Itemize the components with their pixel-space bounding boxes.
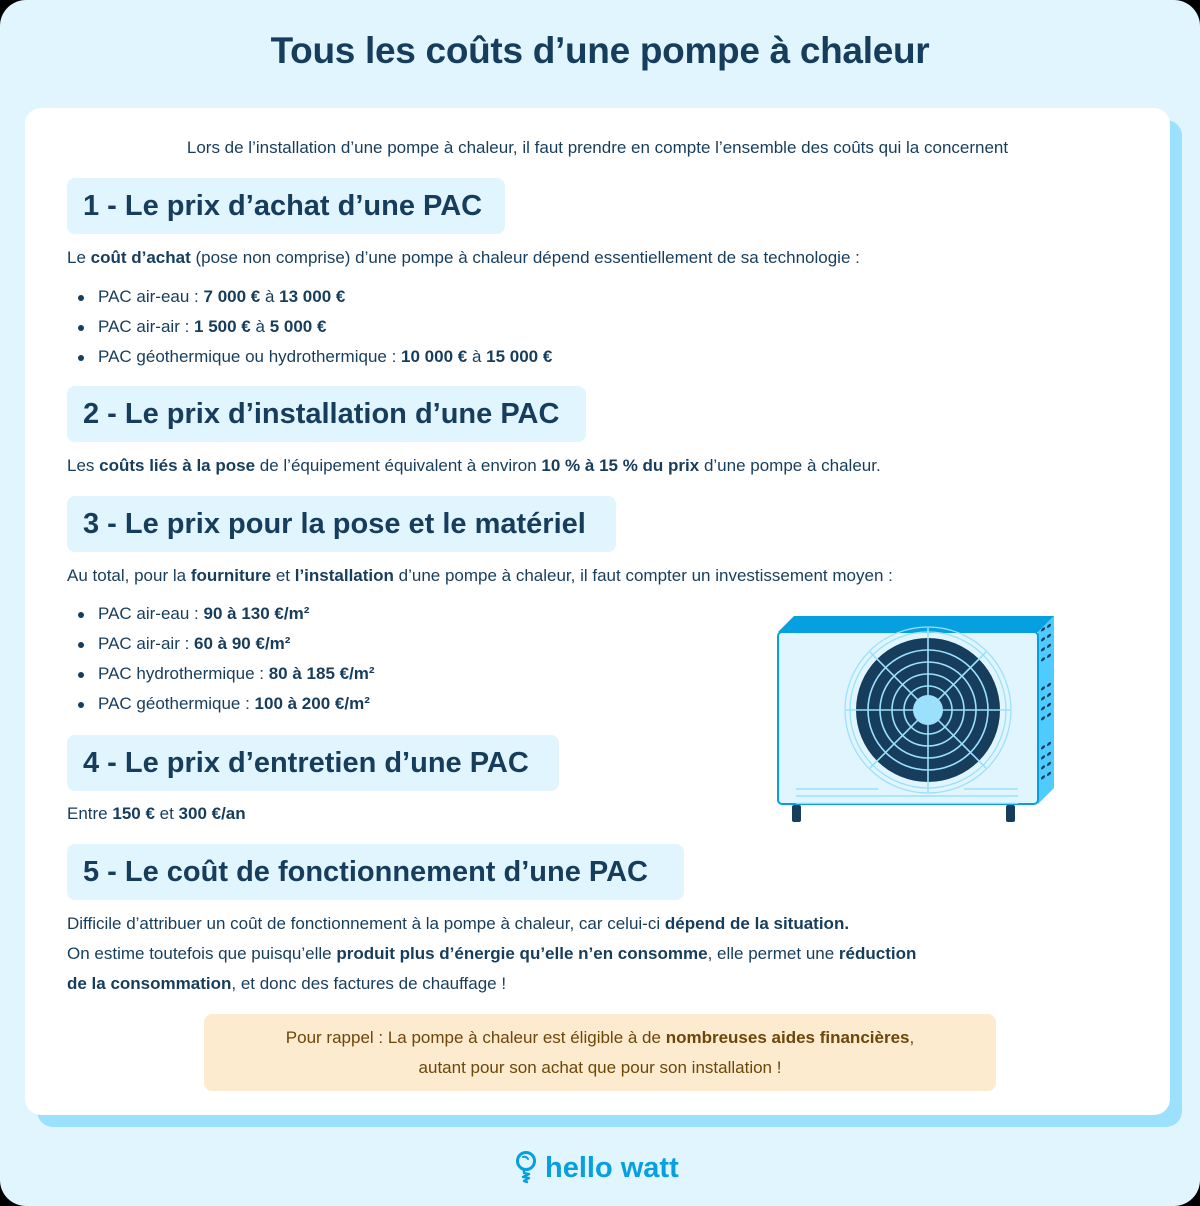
list-item: PAC géothermique ou hydrothermique : 10 000 € à 15 000 €: [67, 342, 552, 372]
section-3-heading: 3 - Le prix pour la pose et le matériel: [67, 496, 616, 552]
lightbulb-icon: [515, 1151, 537, 1185]
page-title: Tous les coûts d’une pompe à chaleur: [270, 30, 930, 71]
section-5-line-2: On estime toutefois que puisqu’elle produit plus d’énergie qu’elle n’en consomme, elle permet une réduction: [67, 944, 917, 963]
section-2-heading: 2 - Le prix d’installation d’une PAC: [67, 386, 586, 442]
logo-text: hello watt: [545, 1151, 679, 1184]
section-1-paragraph: Le coût d’achat (pose non comprise) d’une pompe à chaleur dépend essentiellement de sa technologie :: [67, 248, 860, 267]
section-3-list: [67, 599, 375, 719]
list-item: PAC hydrothermique : 80 à 185 €/m²: [67, 659, 375, 689]
callout-line-1: Pour rappel : La pompe à chaleur est éligible à de nombreuses aides financières,: [285, 1028, 915, 1047]
reminder-callout: [204, 1014, 996, 1091]
section-1-heading: 1 - Le prix d’achat d’une PAC: [67, 178, 505, 234]
list-item: PAC air-eau : 7 000 € à 13 000 €: [67, 282, 552, 312]
list-item: PAC géothermique : 100 à 200 €/m²: [67, 689, 375, 719]
list-item: PAC air-air : 1 500 € à 5 000 €: [67, 312, 552, 342]
hello-watt-logo[interactable]: [515, 1148, 679, 1188]
list-item: PAC air-eau : 90 à 130 €/m²: [67, 599, 375, 629]
section-2-paragraph: Les coûts liés à la pose de l’équipement équivalent à environ 10 % à 15 % du prix d’une pompe à chaleur.: [67, 456, 881, 475]
section-4-heading: 4 - Le prix d’entretien d’une PAC: [67, 735, 559, 791]
section-1-list: [67, 282, 552, 372]
section-5-line-1: Difficile d’attribuer un coût de fonctionnement à la pompe à chaleur, car celui-ci dépend de la situation.: [67, 914, 850, 933]
section-4-paragraph: Entre 150 € et 300 €/an: [67, 804, 246, 823]
intro-text: Lors de l’installation d’une pompe à chaleur, il faut prendre en compte l’ensemble des coûts qui la concernent: [186, 138, 1009, 157]
callout-line-2: autant pour son achat que pour son installation !: [418, 1058, 782, 1077]
list-item: PAC air-air : 60 à 90 €/m²: [67, 629, 375, 659]
section-5-line-3: de la consommation, et donc des factures de chauffage !: [67, 974, 507, 993]
section-3-paragraph: Au total, pour la fourniture et l’installation d’une pompe à chaleur, il faut compter un investissement moyen :: [67, 566, 893, 585]
section-5-heading: 5 - Le coût de fonctionnement d’une PAC: [67, 844, 684, 900]
heat-pump-outdoor-unit-icon: [772, 605, 1062, 825]
